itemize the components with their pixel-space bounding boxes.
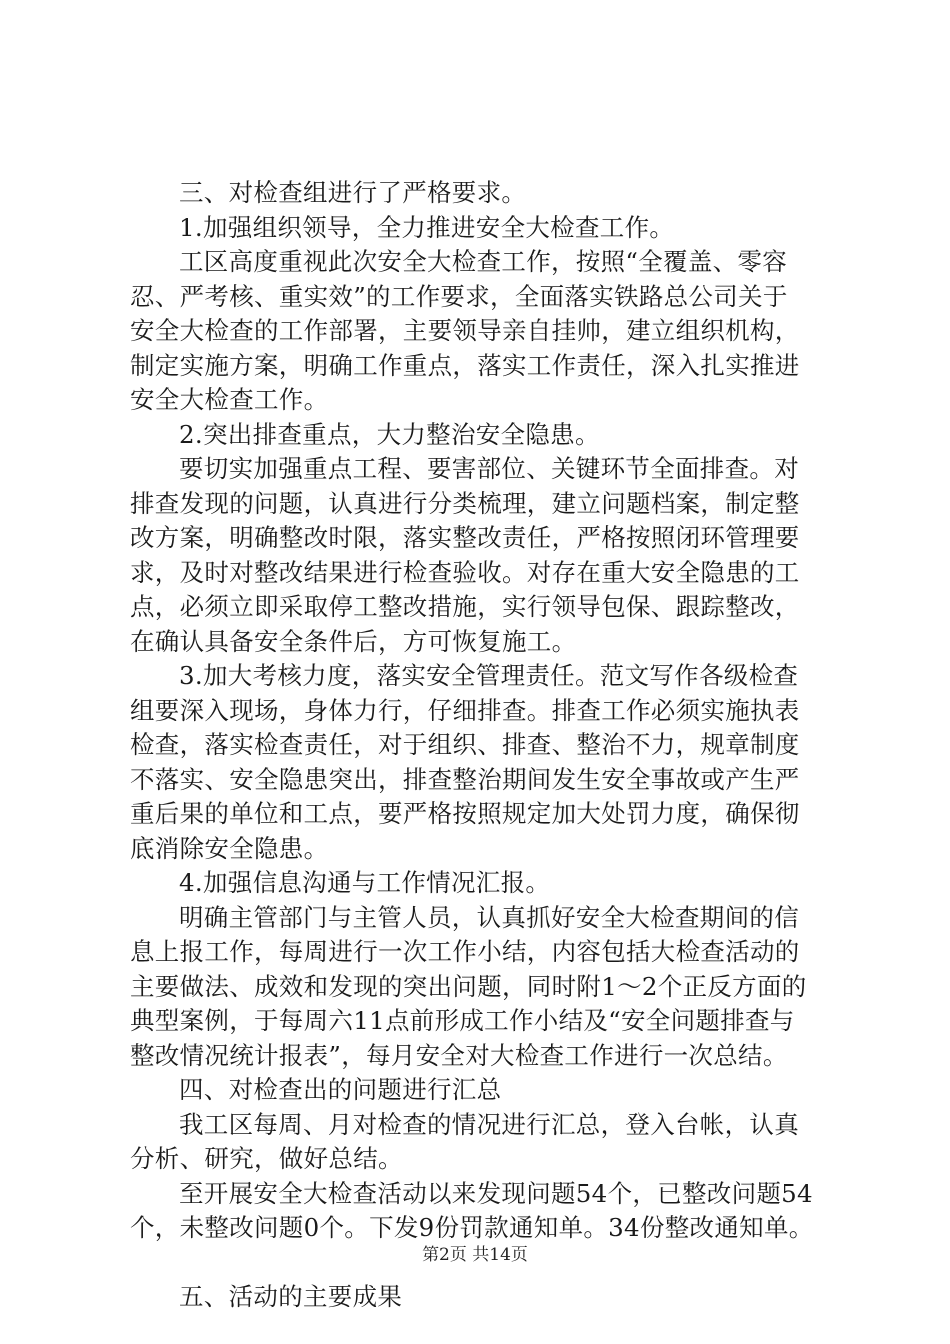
- paragraph-line: 改方案，明确整改时限，落实整改责任，严格按照闭环管理要: [130, 523, 800, 552]
- paragraph-line: 分析、研究，做好总结。: [130, 1144, 403, 1173]
- paragraph-line: 组要深入现场，身体力行，仔细排查。排查工作必须实施执表: [130, 695, 800, 725]
- paragraph-line: 个，未整改问题0个。下发9份罚款通知单。34份整改通知单。: [130, 1213, 814, 1242]
- subsection-heading: 1.加强组织领导，全力推进安全大检查工作。: [179, 212, 675, 242]
- paragraph-line: 主要做法、成效和发现的突出问题，同时附1～2个正反方面的: [130, 971, 807, 1001]
- paragraph-line: 至开展安全大检查活动以来发现问题54个，已整改问题54: [179, 1178, 813, 1208]
- paragraph-line: 要切实加强重点工程、要害部位、关键环节全面排查。对: [179, 454, 799, 483]
- paragraph-line: 安全大检查的工作部署，主要领导亲自挂帅，建立组织机构，: [130, 316, 800, 345]
- section-heading: 四、对检查出的问题进行汇总: [179, 1075, 502, 1104]
- paragraph-line: 工区高度重视此次安全大检查工作，按照“全覆盖、零容: [179, 247, 788, 276]
- paragraph-line: 点，必须立即采取停工整改措施，实行领导包保、跟踪整改，: [130, 592, 800, 621]
- paragraph-line: 底消除安全隐患。: [130, 833, 329, 863]
- paragraph-line: 制定实施方案，明确工作重点，落实工作责任，深入扎实推进: [130, 350, 800, 380]
- paragraph-line: 息上报工作，每周进行一次工作小结，内容包括大检查活动的: [130, 937, 800, 966]
- paragraph-line: 我工区每周、月对检查的情况进行汇总，登入台帐，认真: [179, 1109, 799, 1139]
- paragraph-line: 整改情况统计报表”，每月安全对大检查工作进行一次总结。: [130, 1040, 788, 1070]
- paragraph-line: 不落实、安全隐患突出，排查整治期间发生安全事故或产生严: [130, 764, 800, 794]
- section-heading: 五、活动的主要成果: [179, 1281, 403, 1311]
- paragraph-line: 安全大检查工作。: [130, 385, 329, 414]
- page-number-footer: 第2页 共14页: [422, 1245, 528, 1265]
- paragraph-line: 检查，落实检查责任，对于组织、排查、整治不力，规章制度: [130, 730, 800, 759]
- document-body: [130, 176, 830, 1314]
- subsection-heading: 2.突出排查重点，大力整治安全隐患。: [179, 419, 600, 449]
- paragraph-line: 重后果的单位和工点，要严格按照规定加大处罚力度，确保彻: [130, 799, 800, 828]
- paragraph-line: 忍、严考核、重实效”的工作要求，全面落实铁路总公司关于: [130, 281, 788, 311]
- subsection-heading: 3.加大考核力度，落实安全管理责任。范文写作各级检查: [179, 661, 799, 690]
- section-heading: 三、对检查组进行了严格要求。: [179, 178, 527, 207]
- paragraph-line: 明确主管部门与主管人员，认真抓好安全大检查期间的信: [179, 902, 799, 932]
- paragraph-line: 在确认具备安全条件后，方可恢复施工。: [130, 626, 577, 656]
- paragraph-line: 求，及时对整改结果进行检查验收。对存在重大安全隐患的工: [130, 557, 800, 587]
- paragraph-line: 排查发现的问题，认真进行分类梳理，建立问题档案，制定整: [130, 488, 800, 518]
- subsection-heading: 4.加强信息沟通与工作情况汇报。: [179, 868, 551, 897]
- paragraph-line: 典型案例，于每周六11点前形成工作小结及“安全问题排查与: [130, 1006, 795, 1035]
